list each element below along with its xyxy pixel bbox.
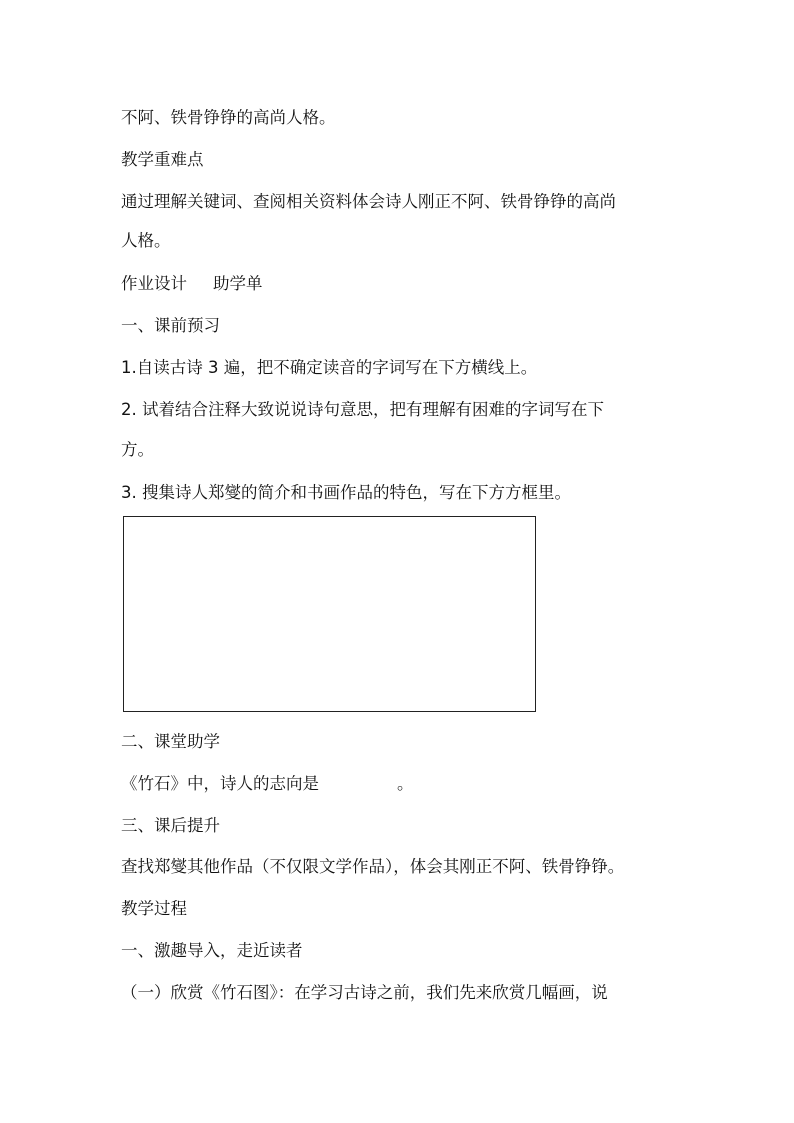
text-line: 不阿、铁骨铮铮的高尚人格。 (121, 108, 336, 127)
subheading-after-class: 三、课后提升 (121, 816, 220, 835)
subheading-classroom: 二、课堂助学 (121, 732, 220, 751)
section-heading-key-points: 教学重难点 (121, 150, 204, 169)
worksheet-label: 助学单 (213, 274, 263, 293)
subheading-intro: 一、激趣导入，走近读者 (121, 941, 303, 960)
fill-in-end: 。 (397, 774, 414, 793)
task-item-2-cont: 方。 (121, 440, 154, 459)
task-item-2: 2. 试着结合注释大致说说诗句意思，把有理解有困难的字词写在下 (121, 400, 604, 419)
answer-box[interactable] (123, 516, 536, 712)
task-item-3: 3. 搜集诗人郑燮的简介和书画作品的特色，写在下方方框里。 (121, 483, 571, 502)
section-heading-homework (121, 274, 263, 294)
text-line: 通过理解关键词、查阅相关资料体会诗人刚正不阿、铁骨铮铮的高尚 (121, 192, 616, 211)
task-item-1: 1.自读古诗 3 遍，把不确定读音的字词写在下方横线上。 (121, 358, 538, 377)
text-line: 查找郑燮其他作品（不仅限文学作品），体会其刚正不阿、铁骨铮铮。 (121, 857, 625, 876)
text-line: （一）欣赏《竹石图》：在学习古诗之前，我们先来欣赏几幅画，说 (121, 983, 608, 1002)
fill-in-sentence (121, 774, 414, 794)
subheading-preview: 一、课前预习 (121, 316, 220, 335)
homework-label: 作业设计 (121, 274, 187, 293)
text-line: 人格。 (121, 231, 171, 250)
fill-in-prompt: 《竹石》中，诗人的志向是 (121, 774, 319, 793)
section-heading-process: 教学过程 (121, 899, 187, 918)
